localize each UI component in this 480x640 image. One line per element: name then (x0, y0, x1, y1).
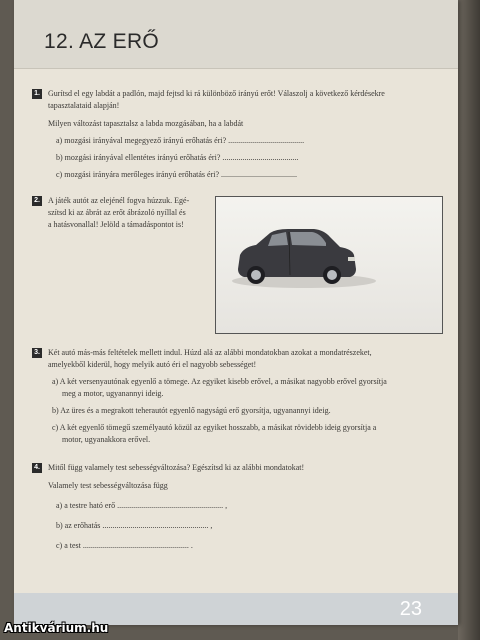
task-prompt: Milyen változást tapasztalsz a labda mozgásában, ha a labdát (48, 119, 244, 128)
task-number: 3. (32, 348, 42, 358)
answer-line: c) mozgási irányára merőleges irányú erőhatás éri? ...................................... (56, 170, 298, 179)
task-prompt: Valamely test sebességváltozása függ (48, 481, 168, 490)
statement-line: b) Az üres és a megrakott teherautót egyenlő nagyságú erő gyorsítja, ugyanannyi ideig. (52, 406, 331, 415)
task-text: Gurítsd el egy labdát a padlón, majd fejtsd ki rá különböző irányú erőt! Válaszolj a következő kérdésekre (48, 89, 385, 98)
statement-line: c) A két egyenlő tömegű személyautó közül az egyiket hosszabb, a másikat rövidebb ideig gyorsítja a (52, 423, 377, 432)
answer-line: c) a test ..................................................... . (56, 541, 193, 550)
task-text: A játék autót az elejénél fogva húzzuk. Egé- (48, 196, 190, 205)
toy-car-image (216, 197, 442, 333)
task-number: 4. (32, 463, 42, 473)
header-band (14, 0, 458, 69)
statement-line: meg a motor, ugyanannyi ideig. (62, 389, 164, 398)
task-text: amelyekből kiderül, hogy melyik autó éri el nagyobb sebességet! (48, 360, 257, 369)
answer-line: a) a testre ható erő ..................................................... , (56, 501, 228, 510)
watermark: Antikvárium.hu (4, 621, 109, 635)
task-text: Két autó más-más feltételek mellett indul. Húzd alá az alábbi mondatokban azokat a mondatrészeket, (48, 348, 372, 357)
task-text: tapasztalataid alapján! (48, 101, 120, 110)
answer-line: a) mozgási irányával megegyező irányú erőhatás éri? ...................................... (56, 136, 305, 145)
chapter-title: 12. AZ ERŐ (44, 30, 160, 53)
task-1 (32, 88, 434, 181)
task-2 (32, 195, 212, 231)
task-number: 1. (32, 89, 42, 99)
answer-line: b) az erőhatás ..................................................... , (56, 521, 213, 530)
task-number: 2. (32, 196, 42, 206)
page-number: 23 (399, 598, 422, 620)
statement-line: motor, ugyanakkora erővel. (62, 435, 151, 444)
task-3 (32, 347, 434, 446)
task-text: szítsd ki az ábrát az erőt ábrázoló nyíllal és (48, 208, 186, 217)
book-edge (458, 0, 480, 640)
workbook-page (14, 0, 458, 625)
task-text: a hatásvonallal! Jelöld a támadáspontot is! (48, 220, 184, 229)
answer-line: b) mozgási irányával ellentétes irányú erőhatás éri? ...................................... (56, 153, 299, 162)
task-text: Mitől függ valamely test sebességváltozása? Egészítsd ki az alábbi mondatokat! (48, 463, 305, 472)
toy-car-photo (215, 196, 443, 334)
task-4 (32, 462, 434, 552)
statement-line: a) A két versenyautónak egyenlő a tömege. Az egyiket kisebb erővel, a másikat nagyobb erővel gyorsítja (52, 377, 387, 386)
